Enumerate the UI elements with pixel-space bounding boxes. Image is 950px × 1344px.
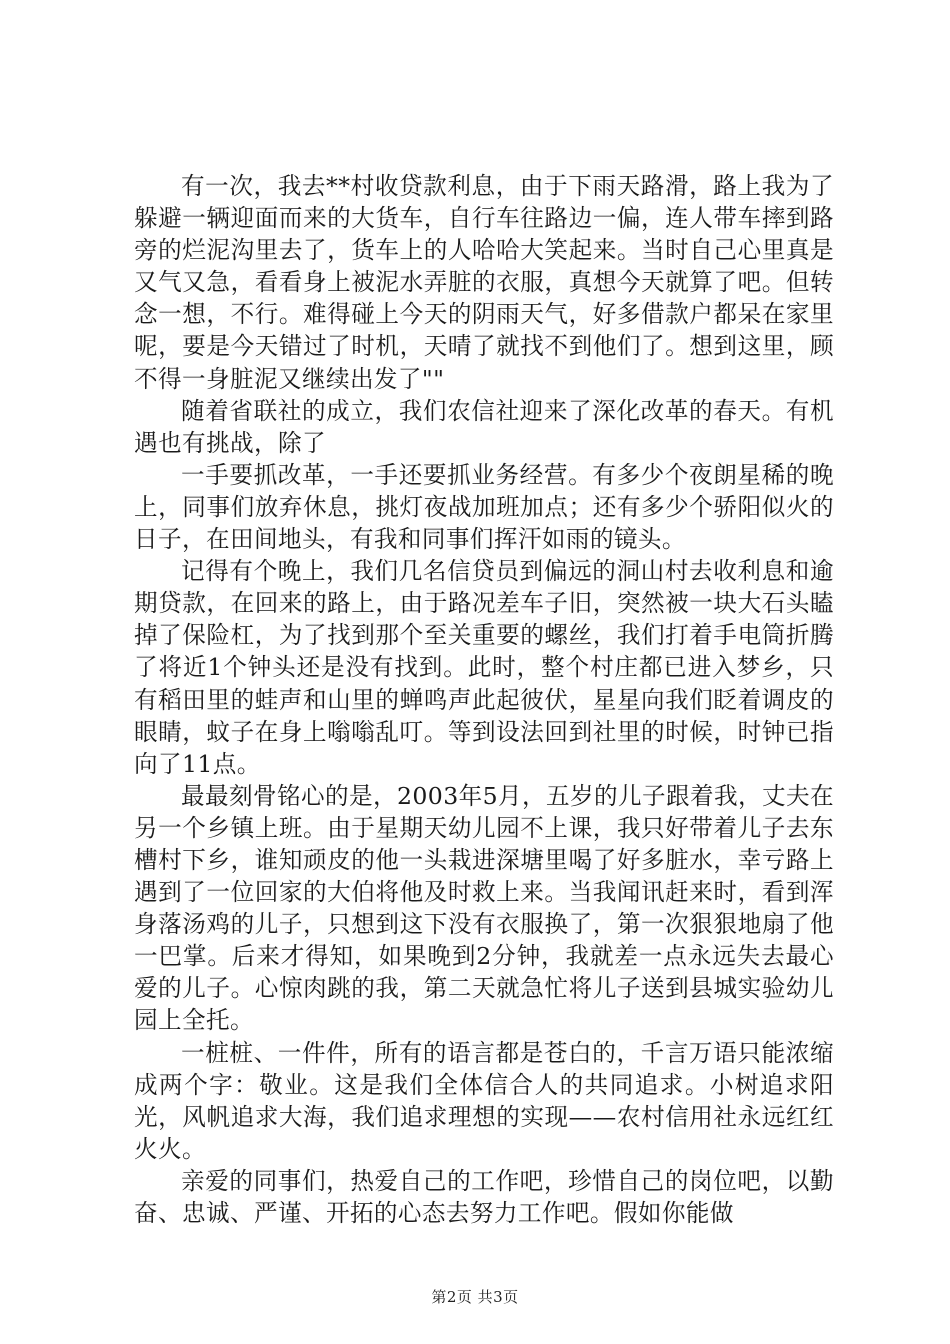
page-footer [0, 1286, 950, 1307]
paragraph-6: 一桩桩、一件件，所有的语言都是苍白的，千言万语只能浓缩成两个字：敬业。这是我们全体信合人的共同追求。小树追求阳光，风帆追求大海，我们追求理想的实现——农村信用社永远红红火火。 [134, 1038, 834, 1163]
paragraph-7: 亲爱的同事们，热爱自己的工作吧，珍惜自己的岗位吧，以勤奋、忠诚、严谨、开拓的心态去努力工作吧。假如你能做 [134, 1166, 834, 1227]
paragraph-4: 记得有个晚上，我们几名信贷员到偏远的洞山村去收利息和逾期贷款，在回来的路上，由于路况差车子旧，突然被一块大石头瞌掉了保险杠，为了找到那个至关重要的螺丝，我们打着手电筒折腾了将近1个钟头还是没有找到。此时，整个村庄都已进入梦乡，只有稻田里的蛙声和山里的蝉鸣声此起彼伏，星星向我们眨着调皮的眼睛，蚊子在身上嗡嗡乱叮。等到设法回到社里的时候，时钟已指向了11点。 [134, 557, 834, 778]
paragraph-2: 随着省联社的成立，我们农信社迎来了深化改革的春天。有机遇也有挑战，除了 [134, 396, 834, 457]
paragraph-3: 一手要抓改革，一手还要抓业务经营。有多少个夜朗星稀的晚上，同事们放弃休息，挑灯夜战加班加点；还有多少个骄阳似火的日子，在田间地头，有我和同事们挥汗如雨的镜头。 [134, 460, 834, 554]
document-body [134, 170, 834, 1229]
page-number-label: 第2页 共3页 [431, 1288, 519, 1306]
paragraph-5: 最最刻骨铭心的是，2003年5月，五岁的儿子跟着我，丈夫在另一个乡镇上班。由于星期天幼儿园不上课，我只好带着儿子去东槽村下乡，谁知顽皮的他一头栽进深塘里喝了好多脏水，幸亏路上遇到了一位回家的大伯将他及时救上来。当我闻讯赶来时，看到浑身落汤鸡的儿子，只想到这下没有衣服换了，第一次狠狠地扇了他一巴掌。后来才得知，如果晚到2分钟，我就差一点永远失去最心爱的儿子。心惊肉跳的我，第二天就急忙将儿子送到县城实验幼儿园上全托。 [134, 781, 834, 1035]
paragraph-1: 有一次，我去**村收贷款利息，由于下雨天路滑，路上我为了躲避一辆迎面而来的大货车，自行车往路边一偏，连人带车摔到路旁的烂泥沟里去了，货车上的人哈哈大笑起来。当时自己心里真是又气又急，看看身上被泥水弄脏的衣服，真想今天就算了吧。但转念一想，不行。难得碰上今天的阴雨天气，好多借款户都呆在家里呢，要是今天错过了时机，天晴了就找不到他们了。想到这里，顾不得一身脏泥又继续出发了"" [134, 172, 834, 393]
